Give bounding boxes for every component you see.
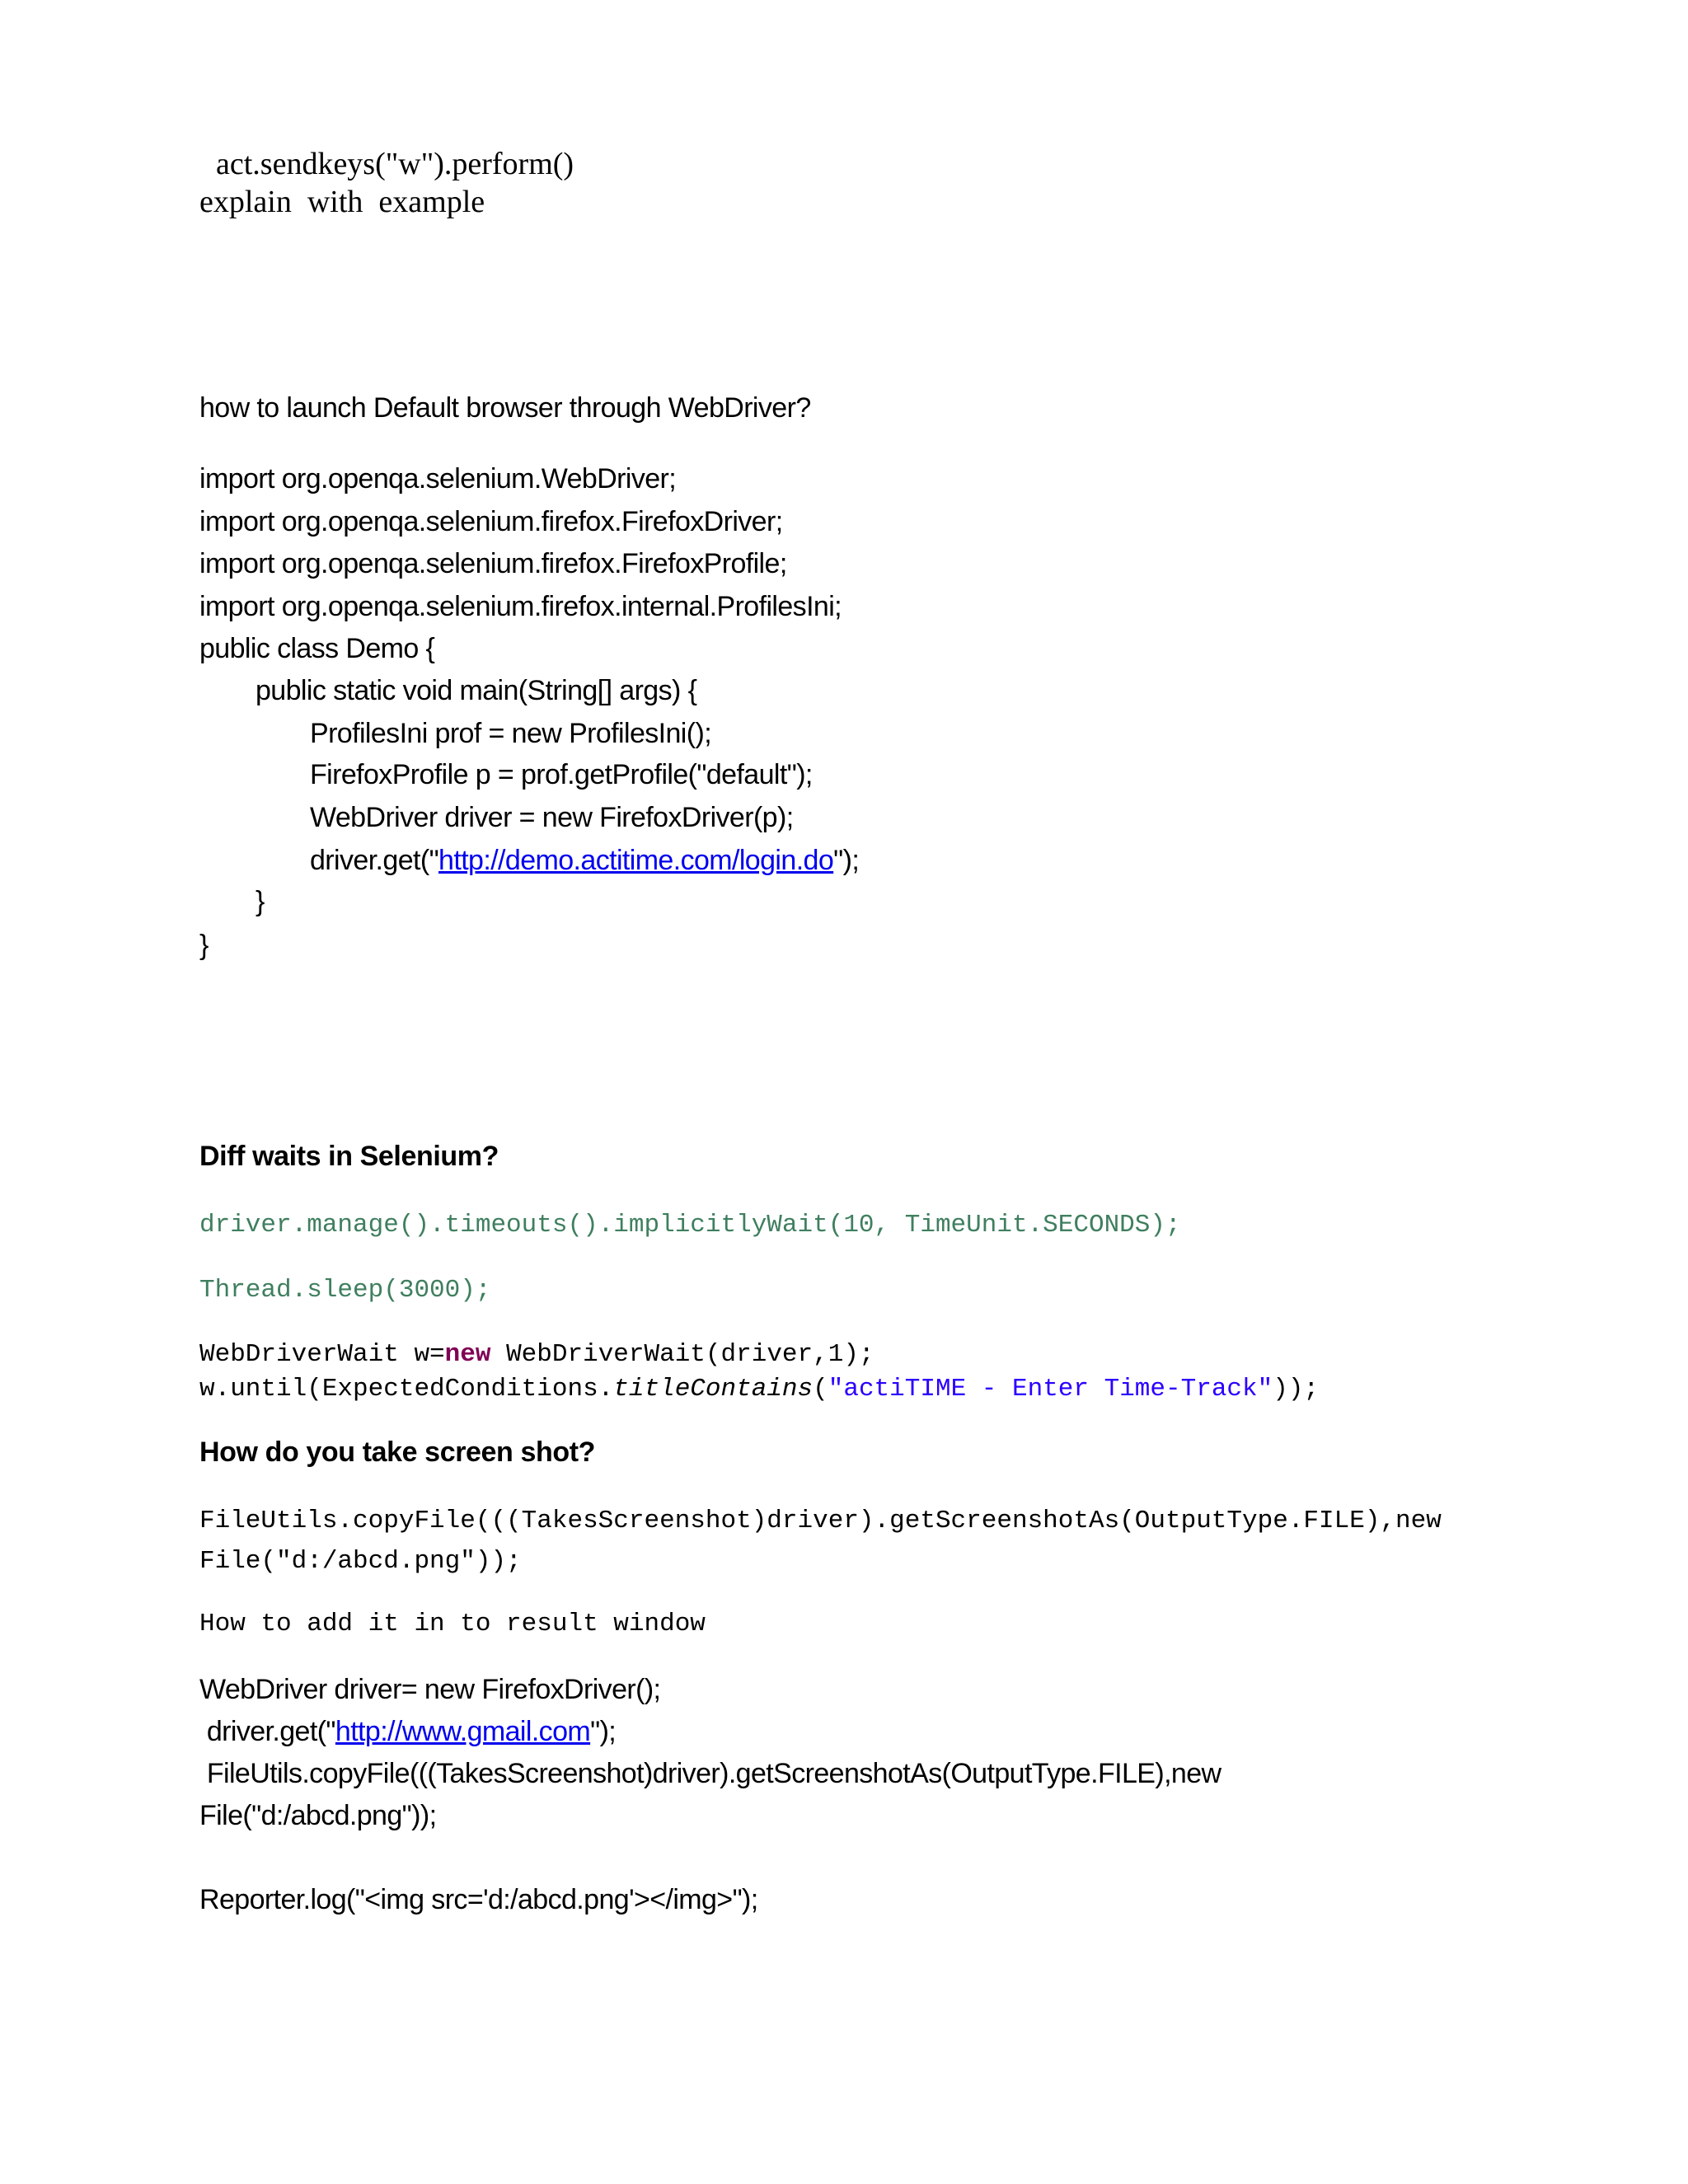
code-import-webdriver: import org.openqa.selenium.WebDriver;: [199, 463, 677, 494]
code-thread-sleep: Thread.sleep(3000);: [199, 1276, 491, 1305]
intro-line-2: explain with example: [199, 185, 485, 219]
new-keyword: new: [444, 1340, 491, 1369]
default-browser-heading: how to launch Default browser through WebDriver?: [199, 392, 811, 424]
code-profilesini-new: ProfilesIni prof = new ProfilesIni();: [310, 718, 712, 749]
screenshot-heading: How do you take screen shot?: [199, 1436, 596, 1468]
code-result-get: [199, 1718, 616, 1746]
driver-get-suffix: ");: [833, 845, 860, 876]
until-end: ));: [1273, 1375, 1320, 1404]
code-reporter-log: Reporter.log("<img src='d:/abcd.png'></img>");: [199, 1884, 758, 1915]
code-close-main: }: [256, 886, 265, 917]
code-close-class: }: [199, 930, 209, 961]
code-wait-until: [199, 1376, 1319, 1402]
actitime-login-link[interactable]: http://demo.actitime.com/login.do: [438, 845, 834, 876]
gmail-link[interactable]: http://www.gmail.com: [335, 1716, 591, 1747]
code-copyfile-1: FileUtils.copyFile(((TakesScreenshot)driver).getScreenshotAs(OutputType.FILE),new: [199, 1507, 1442, 1535]
code-result-copyfile-2: File("d:/abcd.png"));: [199, 1800, 437, 1831]
code-explicit-wait: [199, 1342, 874, 1367]
until-string: "actiTIME - Enter Time-Track": [828, 1375, 1273, 1404]
result-get-suffix: ");: [590, 1716, 617, 1747]
driver-get-prefix: driver.get(": [310, 845, 439, 876]
explicit-wait-part-a: WebDriverWait w=: [199, 1340, 445, 1369]
code-result-copyfile-1: FileUtils.copyFile(((TakesScreenshot)driver).getScreenshotAs(OutputType.FILE),new: [199, 1758, 1221, 1789]
explicit-wait-part-b: WebDriverWait(driver,1);: [490, 1340, 874, 1369]
result-window-question: How to add it in to result window: [199, 1610, 706, 1638]
waits-heading: Diff waits in Selenium?: [199, 1141, 499, 1172]
until-part-a: w.until(ExpectedConditions.: [199, 1375, 614, 1404]
code-new-driver: WebDriver driver = new FirefoxDriver(p);: [310, 802, 794, 833]
result-get-prefix: driver.get(": [199, 1716, 335, 1747]
code-driver-get: [310, 846, 859, 874]
until-paren: (: [813, 1375, 828, 1404]
intro-line-1: act.sendkeys("w").perform(): [216, 147, 574, 181]
code-get-profile: FirefoxProfile p = prof.getProfile("default");: [310, 759, 813, 790]
code-implicit-wait: driver.manage().timeouts().implicitlyWait(10, TimeUnit.SECONDS);: [199, 1211, 1181, 1240]
code-result-driver: WebDriver driver= new FirefoxDriver();: [199, 1674, 661, 1705]
code-copyfile-2: File("d:/abcd.png"));: [199, 1547, 522, 1576]
code-main-decl: public static void main(String[] args) {: [256, 675, 697, 706]
code-import-firefoxdriver: import org.openqa.selenium.firefox.FirefoxDriver;: [199, 506, 783, 537]
code-import-firefoxprofile: import org.openqa.selenium.firefox.FirefoxProfile;: [199, 548, 787, 579]
until-method: titleContains: [613, 1375, 814, 1404]
code-class-decl: public class Demo {: [199, 633, 435, 664]
code-import-profilesini: import org.openqa.selenium.firefox.internal.ProfilesIni;: [199, 591, 842, 622]
